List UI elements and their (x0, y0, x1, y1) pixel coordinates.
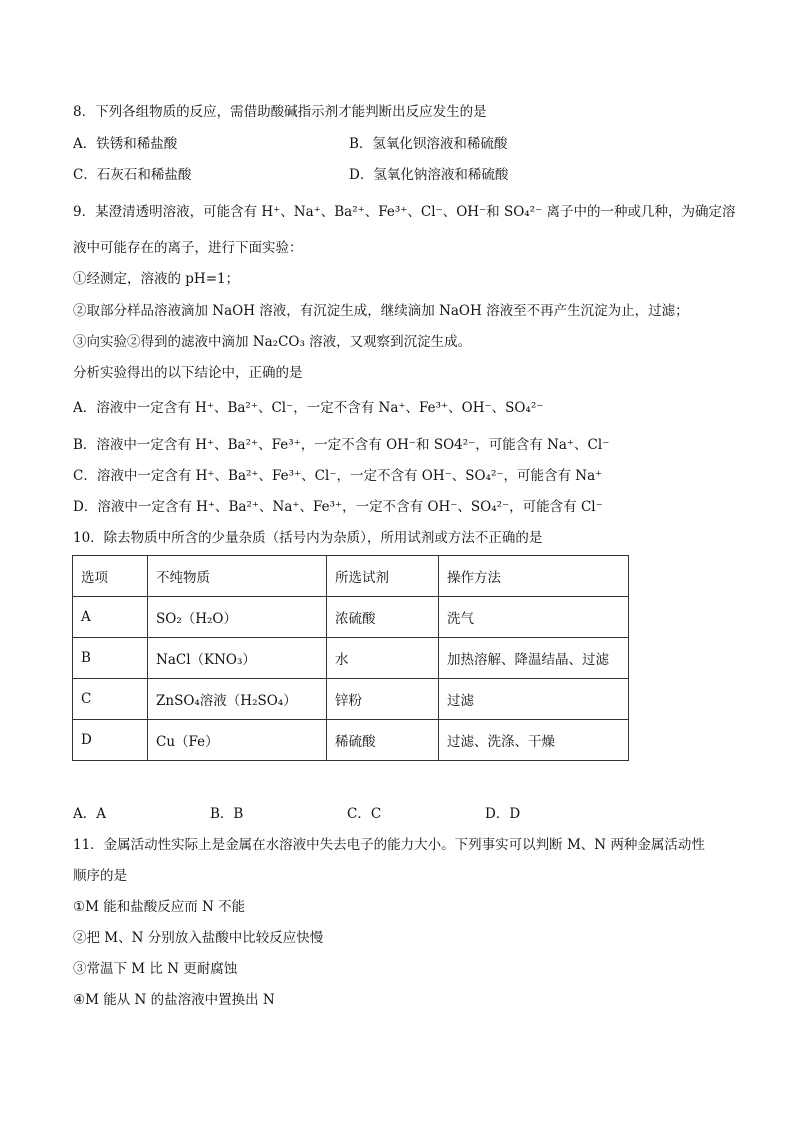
q9-step-2: ②取部分样品溶液滴加 NaOH 溶液，有沉淀生成，继续滴加 NaOH 溶液至不再产生沉淀为止，过滤； (73, 303, 689, 319)
q9-option-c: C．溶液中一定含有 H⁺、Ba²⁺、Fe³⁺、Cl⁻，一定不含有 OH⁻、SO₄²⁻，可能含有 Na⁺ (73, 468, 603, 484)
q8-option-c: C．石灰石和稀盐酸 (73, 167, 192, 183)
table-row (73, 638, 629, 679)
table-cell: 过滤 (439, 679, 629, 720)
q11-fact-2: ②把 M、N 分别放入盐酸中比较反应快慢 (73, 930, 324, 946)
q10-table (72, 555, 629, 761)
q10-option-b: B．B (210, 806, 244, 822)
q11-fact-3: ③常温下 M 比 N 更耐腐蚀 (73, 961, 238, 977)
table-cell: 稀硫酸 (327, 720, 439, 761)
q9-stem-line1: 9．某澄清透明溶液，可能含有 H⁺、Na⁺、Ba²⁺、Fe³⁺、Cl⁻、OH⁻和 SO₄²⁻ 离子中的一种或几种，为确定溶 (73, 204, 736, 220)
table-cell: ZnSO₄溶液（H₂SO₄） (148, 679, 327, 720)
q9-step-1: ①经测定，溶液的 pH=1； (73, 271, 240, 287)
table-header-cell: 所选试剂 (327, 556, 439, 597)
q11-fact-1: ①M 能和盐酸反应而 N 不能 (73, 899, 246, 915)
table-header-row (73, 556, 629, 597)
q10-option-d: D．D (485, 806, 521, 822)
q9-option-a: A．溶液中一定含有 H⁺、Ba²⁺、Cl⁻，一定不含有 Na⁺、Fe³⁺、OH⁻、SO₄²⁻ (73, 400, 544, 416)
table-cell: C (73, 679, 148, 720)
q11-fact-4: ④M 能从 N 的盐溶液中置换出 N (73, 992, 275, 1008)
q9-prompt: 分析实验得出的以下结论中，正确的是 (73, 365, 303, 381)
table-cell: 过滤、洗涤、干燥 (439, 720, 629, 761)
q9-stem-line2: 液中可能存在的离子，进行下面实验： (73, 240, 303, 256)
table-header-cell: 选项 (73, 556, 148, 597)
q9-option-b: B．溶液中一定含有 H⁺、Ba²⁺、Fe³⁺，一定不含有 OH⁻和 SO4²⁻，可能含有 Na⁺、Cl⁻ (73, 437, 610, 453)
q10-option-a: A．A (73, 806, 106, 822)
q9-option-d: D．溶液中一定含有 H⁺、Ba²⁺、Na⁺、Fe³⁺，一定不含有 OH⁻、SO₄²⁻，可能含有 Cl⁻ (73, 499, 603, 515)
table-header-cell: 不纯物质 (148, 556, 327, 597)
table-cell: 浓硫酸 (327, 597, 439, 638)
table-cell: D (73, 720, 148, 761)
q10-stem: 10．除去物质中所含的少量杂质（括号内为杂质），所用试剂或方法不正确的是 (73, 530, 543, 546)
q9-step-3: ③向实验②得到的滤液中滴加 Na₂CO₃ 溶液，又观察到沉淀生成。 (73, 334, 472, 350)
table-cell: 加热溶解、降温结晶、过滤 (439, 638, 629, 679)
table-header-cell: 操作方法 (439, 556, 629, 597)
q11-stem-line2: 顺序的是 (73, 868, 127, 884)
table-cell: 洗气 (439, 597, 629, 638)
q8-option-b: B．氢氧化钡溶液和稀硫酸 (349, 136, 508, 152)
table-cell: NaCl（KNO₃） (148, 638, 327, 679)
table-cell: 水 (327, 638, 439, 679)
table-cell: Cu（Fe） (148, 720, 327, 761)
q11-stem-line1: 11．金属活动性实际上是金属在水溶液中失去电子的能力大小。下列事实可以判断 M、N 两种金属活动性 (73, 837, 705, 853)
table-cell: 锌粉 (327, 679, 439, 720)
q8-option-a: A．铁锈和稀盐酸 (73, 136, 178, 152)
table-cell: B (73, 638, 148, 679)
table-row (73, 597, 629, 638)
table-cell: A (73, 597, 148, 638)
q10-option-c: C．C (347, 806, 382, 822)
table-row (73, 679, 629, 720)
table-row (73, 720, 629, 761)
q8-stem: 8．下列各组物质的反应，需借助酸碱指示剂才能判断出反应发生的是 (73, 104, 487, 120)
q8-option-d: D．氢氧化钠溶液和稀硫酸 (349, 167, 509, 183)
table-cell: SO₂（H₂O） (148, 597, 327, 638)
